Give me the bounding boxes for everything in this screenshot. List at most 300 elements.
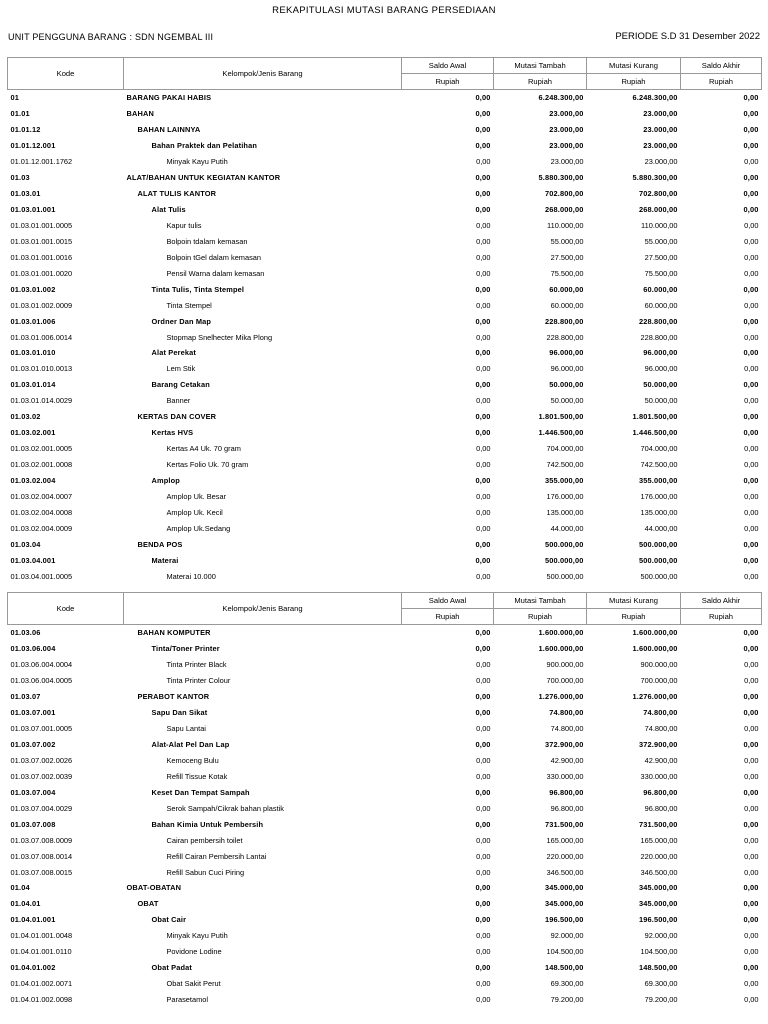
table-row	[8, 361, 762, 377]
cell-mutasi-kurang: 23.000,00	[643, 125, 678, 135]
cell-saldo-awal: 0,00	[475, 539, 491, 549]
cell-mutasi-kurang: 742.500,00	[640, 460, 678, 470]
cell-saldo-akhir: 0,00	[744, 268, 759, 278]
table-row	[8, 122, 762, 138]
cell-mutasi-kurang: 44.000,00	[644, 523, 678, 533]
cell-saldo-awal: 0,00	[475, 963, 491, 973]
cell-mutasi-tambah: 92.000,00	[550, 931, 584, 941]
cell-mutasi-tambah: 220.000,00	[546, 851, 584, 861]
cell-mutasi-kurang: 268.000,00	[639, 205, 678, 215]
cell-saldo-akhir: 0,00	[744, 676, 759, 686]
cell-mutasi-kurang: 1.600.000,00	[632, 628, 678, 638]
table-row	[8, 960, 762, 976]
cell-kelompok: Sapu Lantai	[166, 724, 206, 734]
cell-kode: 01.03.02.001.0005	[10, 444, 73, 454]
cell-kode: 01.03.01.006	[10, 316, 56, 326]
cell-saldo-akhir: 0,00	[744, 571, 759, 581]
cell-kode: 01.01.12.001.1762	[10, 157, 73, 167]
cell-saldo-akhir: 0,00	[743, 348, 759, 358]
cell-mutasi-tambah: 330.000,00	[546, 771, 584, 781]
cell-saldo-akhir: 0,00	[743, 555, 759, 565]
table-row	[8, 457, 762, 473]
cell-mutasi-kurang: 74.800,00	[643, 708, 678, 718]
cell-saldo-akhir: 0,00	[744, 803, 759, 813]
header-rupiah: Rupiah	[681, 609, 762, 625]
table-row	[8, 816, 762, 832]
table-row	[8, 377, 762, 393]
cell-mutasi-kurang: 228.800,00	[640, 332, 678, 342]
table-row	[8, 329, 762, 345]
cell-mutasi-tambah: 148.500,00	[545, 963, 584, 973]
cell-saldo-awal: 0,00	[476, 252, 491, 262]
cell-kode: 01.03.01.014	[10, 380, 56, 390]
table-row	[8, 784, 762, 800]
cell-kode: 01	[10, 93, 20, 103]
cell-saldo-akhir: 0,00	[743, 692, 759, 702]
header-saldo-awal: Saldo Awal	[402, 58, 494, 74]
table-body-2	[8, 625, 762, 1008]
cell-mutasi-tambah: 5.880.300,00	[538, 173, 584, 183]
cell-mutasi-kurang: 220.000,00	[640, 851, 678, 861]
cell-kode: 01.03.06	[10, 628, 41, 638]
cell-mutasi-kurang: 23.000,00	[644, 157, 678, 167]
header-rupiah: Rupiah	[402, 74, 494, 90]
header-mutasi-tambah: Mutasi Tambah	[494, 593, 587, 609]
cell-saldo-akhir: 0,00	[743, 819, 759, 829]
cell-saldo-akhir: 0,00	[743, 109, 759, 119]
cell-kode: 01.03.01.001.0016	[10, 252, 73, 262]
cell-mutasi-kurang: 75.500,00	[644, 268, 678, 278]
header-rupiah: Rupiah	[587, 74, 681, 90]
cell-mutasi-kurang: 96.800,00	[643, 787, 678, 797]
header-kelompok: Kelompok/Jenis Barang	[124, 593, 402, 625]
cell-mutasi-kurang: 69.300,00	[644, 979, 678, 989]
cell-kelompok: Kertas A4 Uk. 70 gram	[166, 444, 241, 454]
cell-kelompok: Bahan Kimia Untuk Pembersih	[151, 819, 264, 829]
cell-kelompok: Kertas Folio Uk. 70 gram	[166, 460, 249, 470]
cell-kelompok: BAHAN KOMPUTER	[137, 628, 211, 638]
cell-mutasi-kurang: 330.000,00	[640, 771, 678, 781]
cell-saldo-awal: 0,00	[476, 660, 491, 670]
cell-mutasi-kurang: 355.000,00	[639, 475, 678, 485]
table-row	[8, 552, 762, 568]
table-body-1	[8, 90, 762, 585]
cell-kelompok: Amplop Uk. Kecil	[166, 507, 223, 517]
cell-mutasi-tambah: 135.000,00	[546, 507, 584, 517]
periode-label: PERIODE S.D 31 Desember 2022	[615, 31, 760, 42]
cell-kelompok: Tinta Printer Black	[166, 660, 227, 670]
cell-mutasi-tambah: 74.800,00	[549, 708, 584, 718]
table-row	[8, 409, 762, 425]
cell-mutasi-tambah: 23.000,00	[549, 125, 584, 135]
table-row	[8, 928, 762, 944]
table-row	[8, 202, 762, 218]
cell-saldo-akhir: 0,00	[743, 125, 759, 135]
cell-kelompok: Kemoceng Bulu	[166, 755, 219, 765]
cell-saldo-akhir: 0,00	[743, 539, 759, 549]
header-rupiah: Rupiah	[402, 609, 494, 625]
cell-saldo-akhir: 0,00	[744, 220, 759, 230]
cell-kode: 01.03.02.001	[10, 428, 56, 438]
table-row	[8, 768, 762, 784]
table-row	[8, 504, 762, 520]
cell-mutasi-kurang: 165.000,00	[640, 835, 678, 845]
cell-saldo-akhir: 0,00	[744, 157, 759, 167]
cell-kode: 01.01.12.001	[10, 141, 56, 151]
cell-saldo-akhir: 0,00	[743, 93, 759, 103]
cell-saldo-akhir: 0,00	[744, 252, 759, 262]
cell-saldo-akhir: 0,00	[743, 189, 759, 199]
cell-mutasi-tambah: 500.000,00	[545, 555, 584, 565]
cell-saldo-awal: 0,00	[475, 708, 491, 718]
cell-mutasi-tambah: 110.000,00	[547, 220, 584, 230]
cell-kode: 01.03.01.001	[10, 205, 56, 215]
cell-mutasi-tambah: 702.800,00	[545, 189, 584, 199]
cell-saldo-akhir: 0,00	[744, 332, 759, 342]
cell-kode: 01.03.02.004.0009	[10, 523, 73, 533]
cell-saldo-akhir: 0,00	[743, 787, 759, 797]
cell-saldo-akhir: 0,00	[744, 724, 759, 734]
cell-mutasi-kurang: 1.600.000,00	[632, 644, 678, 654]
mutasi-table-1	[7, 57, 762, 584]
cell-saldo-akhir: 0,00	[744, 755, 759, 765]
cell-saldo-awal: 0,00	[476, 755, 491, 765]
table-row	[8, 473, 762, 489]
cell-mutasi-tambah: 27.500,00	[550, 252, 584, 262]
table-row	[8, 90, 762, 106]
table-row	[8, 976, 762, 992]
table-row	[8, 345, 762, 361]
table-row	[8, 753, 762, 769]
cell-mutasi-tambah: 23.000,00	[549, 109, 584, 119]
cell-kelompok: Keset Dan Tempat Sampah	[151, 787, 250, 797]
cell-mutasi-kurang: 79.200,00	[644, 995, 678, 1005]
cell-saldo-awal: 0,00	[475, 316, 491, 326]
cell-saldo-awal: 0,00	[475, 819, 491, 829]
cell-kelompok: Povidone Lodine	[166, 947, 222, 957]
cell-mutasi-kurang: 104.500,00	[640, 947, 678, 957]
table-row	[8, 488, 762, 504]
cell-mutasi-kurang: 176.000,00	[640, 491, 678, 501]
cell-kode: 01.03.06.004.0005	[10, 676, 73, 686]
cell-kelompok: Barang Cetakan	[151, 380, 210, 390]
cell-saldo-awal: 0,00	[476, 803, 491, 813]
cell-kelompok: Parasetamol	[166, 995, 208, 1005]
cell-saldo-akhir: 0,00	[743, 412, 759, 422]
cell-kode: 01.03.07.004	[10, 787, 56, 797]
cell-kelompok: Refill Sabun Cuci Piring	[166, 867, 245, 877]
cell-kode: 01.04.01.001.0048	[10, 931, 73, 941]
cell-saldo-awal: 0,00	[476, 724, 491, 734]
cell-mutasi-tambah: 900.000,00	[546, 660, 584, 670]
cell-mutasi-tambah: 79.200,00	[550, 995, 584, 1005]
cell-mutasi-tambah: 700.000,00	[546, 676, 584, 686]
cell-mutasi-kurang: 55.000,00	[644, 236, 678, 246]
table-row	[8, 281, 762, 297]
cell-kelompok: BENDA POS	[137, 539, 183, 549]
cell-mutasi-tambah: 346.500,00	[546, 867, 584, 877]
cell-saldo-awal: 0,00	[476, 396, 491, 406]
cell-kode: 01.04.01.002.0098	[10, 995, 73, 1005]
header-mutasi-kurang: Mutasi Kurang	[587, 58, 681, 74]
table-row	[8, 737, 762, 753]
cell-kode: 01.03.01	[10, 189, 41, 199]
cell-kode: 01.03.01.002	[10, 284, 56, 294]
cell-mutasi-kurang: 702.800,00	[639, 189, 678, 199]
cell-kode: 01.03.07.008	[10, 819, 56, 829]
cell-kelompok: Alat Tulis	[151, 205, 186, 215]
cell-mutasi-kurang: 23.000,00	[643, 109, 678, 119]
cell-kelompok: Alat Perekat	[151, 348, 197, 358]
unit-label: UNIT PENGGUNA BARANG : SDN NGEMBAL III	[8, 32, 214, 42]
table-row	[8, 673, 762, 689]
cell-saldo-awal: 0,00	[476, 835, 491, 845]
cell-saldo-akhir: 0,00	[743, 915, 759, 925]
cell-mutasi-tambah: 268.000,00	[545, 205, 584, 215]
cell-kode: 01.03.01.001.0020	[10, 268, 73, 278]
cell-mutasi-kurang: 346.500,00	[640, 867, 678, 877]
cell-kode: 01.03.07.008.0009	[10, 835, 73, 845]
table-row	[8, 800, 762, 816]
cell-saldo-akhir: 0,00	[744, 396, 759, 406]
mutasi-table-2	[7, 592, 762, 1008]
cell-kelompok: Tinta Printer Colour	[166, 676, 231, 686]
cell-kode: 01.03.07.008.0015	[10, 867, 73, 877]
cell-mutasi-kurang: 96.000,00	[644, 364, 678, 374]
table-row	[8, 106, 762, 122]
cell-saldo-awal: 0,00	[475, 428, 491, 438]
cell-kode: 01.03.07.001	[10, 708, 56, 718]
cell-saldo-awal: 0,00	[476, 995, 491, 1005]
table-row	[8, 233, 762, 249]
cell-saldo-awal: 0,00	[475, 412, 491, 422]
cell-mutasi-tambah: 96.800,00	[549, 787, 584, 797]
cell-saldo-akhir: 0,00	[744, 364, 759, 374]
cell-mutasi-tambah: 50.000,00	[550, 396, 584, 406]
cell-saldo-akhir: 0,00	[743, 205, 759, 215]
header-rupiah: Rupiah	[494, 74, 587, 90]
table-row	[8, 864, 762, 880]
cell-kelompok: PERABOT KANTOR	[137, 692, 210, 702]
cell-saldo-awal: 0,00	[476, 220, 491, 230]
cell-saldo-akhir: 0,00	[743, 475, 759, 485]
table-row	[8, 249, 762, 265]
cell-mutasi-kurang: 1.276.000,00	[632, 692, 678, 702]
table-row	[8, 880, 762, 896]
table-row	[8, 154, 762, 170]
cell-saldo-akhir: 0,00	[743, 173, 759, 183]
cell-mutasi-kurang: 50.000,00	[644, 396, 678, 406]
cell-kode: 01.04.01.002	[10, 963, 56, 973]
cell-mutasi-kurang: 731.500,00	[639, 819, 678, 829]
cell-mutasi-kurang: 900.000,00	[640, 660, 678, 670]
table-row	[8, 138, 762, 154]
cell-kelompok: Tinta Tulis, Tinta Stempel	[151, 284, 245, 294]
cell-kode: 01.01.12	[10, 125, 41, 135]
cell-mutasi-tambah: 500.000,00	[546, 571, 584, 581]
cell-mutasi-tambah: 731.500,00	[545, 819, 584, 829]
cell-saldo-awal: 0,00	[476, 931, 491, 941]
cell-saldo-awal: 0,00	[476, 300, 491, 310]
cell-kelompok: Refill Tissue Kotak	[166, 771, 228, 781]
cell-saldo-akhir: 0,00	[743, 644, 759, 654]
cell-mutasi-tambah: 75.500,00	[550, 268, 584, 278]
header-rupiah: Rupiah	[681, 74, 762, 90]
cell-saldo-akhir: 0,00	[743, 428, 759, 438]
cell-saldo-akhir: 0,00	[744, 771, 759, 781]
header-kode: Kode	[8, 593, 124, 625]
cell-kode: 01.03.01.001.0005	[10, 220, 73, 230]
table-row	[8, 393, 762, 409]
cell-kode: 01.03.01.002.0009	[10, 300, 73, 310]
cell-mutasi-tambah: 96.800,00	[550, 803, 584, 813]
header-rupiah: Rupiah	[494, 609, 587, 625]
cell-saldo-awal: 0,00	[475, 644, 491, 654]
cell-saldo-akhir: 0,00	[744, 444, 759, 454]
cell-saldo-akhir: 0,00	[743, 708, 759, 718]
cell-kode: 01.03.07.008.0014	[10, 851, 73, 861]
table-row	[8, 441, 762, 457]
cell-saldo-awal: 0,00	[475, 284, 491, 294]
header-saldo-akhir: Saldo Akhir	[681, 593, 762, 609]
cell-saldo-akhir: 0,00	[743, 628, 759, 638]
table-row	[8, 218, 762, 234]
cell-saldo-awal: 0,00	[476, 851, 491, 861]
cell-saldo-akhir: 0,00	[743, 380, 759, 390]
header-mutasi-kurang: Mutasi Kurang	[587, 593, 681, 609]
cell-kelompok: KERTAS DAN COVER	[137, 412, 217, 422]
cell-saldo-awal: 0,00	[475, 348, 491, 358]
cell-mutasi-kurang: 500.000,00	[639, 539, 678, 549]
cell-mutasi-kurang: 110.000,00	[641, 220, 678, 230]
cell-mutasi-tambah: 42.900,00	[550, 755, 584, 765]
cell-kelompok: Alat-Alat Pel Dan Lap	[151, 740, 230, 750]
cell-mutasi-kurang: 228.800,00	[639, 316, 678, 326]
header-kode: Kode	[8, 58, 124, 90]
cell-kode: 01.03.02	[10, 412, 41, 422]
cell-saldo-akhir: 0,00	[743, 740, 759, 750]
cell-kode: 01.03.04.001.0005	[10, 571, 73, 581]
cell-mutasi-kurang: 148.500,00	[639, 963, 678, 973]
cell-kode: 01.04	[10, 883, 30, 893]
cell-saldo-akhir: 0,00	[743, 141, 759, 151]
cell-saldo-awal: 0,00	[475, 628, 491, 638]
cell-kode: 01.03.02.004.0008	[10, 507, 73, 517]
cell-mutasi-kurang: 60.000,00	[644, 300, 678, 310]
cell-kelompok: Serok Sampah/Cikrak bahan plastik	[166, 803, 284, 813]
table-row	[8, 705, 762, 721]
cell-kode: 01.03.04	[10, 539, 41, 549]
table-row	[8, 297, 762, 313]
cell-kelompok: Bahan Praktek dan Pelatihan	[151, 141, 258, 151]
cell-mutasi-kurang: 1.801.500,00	[632, 412, 678, 422]
cell-mutasi-tambah: 345.000,00	[545, 883, 584, 893]
cell-kelompok: Bolpoin tGel dalam kemasan	[166, 252, 261, 262]
cell-kode: 01.03.07.002.0039	[10, 771, 73, 781]
cell-kelompok: Lem Stik	[166, 364, 196, 374]
cell-saldo-akhir: 0,00	[744, 931, 759, 941]
cell-mutasi-tambah: 372.900,00	[545, 740, 584, 750]
cell-saldo-akhir: 0,00	[743, 963, 759, 973]
cell-mutasi-tambah: 196.500,00	[545, 915, 584, 925]
cell-kode: 01.03.01.014.0029	[10, 396, 73, 406]
cell-kelompok: Obat Sakit Perut	[166, 979, 221, 989]
cell-kelompok: Cairan pembersih toilet	[166, 835, 243, 845]
cell-saldo-awal: 0,00	[475, 141, 491, 151]
cell-saldo-akhir: 0,00	[744, 460, 759, 470]
cell-kelompok: Bolpoin tdalam kemasan	[166, 236, 248, 246]
table-row	[8, 568, 762, 584]
cell-mutasi-tambah: 104.500,00	[546, 947, 584, 957]
cell-mutasi-kurang: 96.800,00	[644, 803, 678, 813]
cell-mutasi-kurang: 345.000,00	[639, 899, 678, 909]
cell-kode: 01.03	[10, 173, 30, 183]
cell-saldo-awal: 0,00	[475, 555, 491, 565]
cell-mutasi-tambah: 500.000,00	[545, 539, 584, 549]
table-row	[8, 265, 762, 281]
header-rupiah: Rupiah	[587, 609, 681, 625]
cell-saldo-awal: 0,00	[475, 475, 491, 485]
cell-saldo-awal: 0,00	[476, 332, 491, 342]
cell-saldo-awal: 0,00	[475, 93, 491, 103]
cell-kode: 01.03.07.002.0026	[10, 755, 73, 765]
cell-kode: 01.03.01.006.0014	[10, 332, 73, 342]
cell-saldo-awal: 0,00	[476, 771, 491, 781]
cell-saldo-awal: 0,00	[476, 867, 491, 877]
cell-saldo-awal: 0,00	[475, 125, 491, 135]
cell-mutasi-tambah: 60.000,00	[549, 284, 584, 294]
header-mutasi-tambah: Mutasi Tambah	[494, 58, 587, 74]
cell-mutasi-tambah: 96.000,00	[549, 348, 584, 358]
cell-kode: 01.03.07.004.0029	[10, 803, 73, 813]
cell-mutasi-tambah: 355.000,00	[545, 475, 584, 485]
header-saldo-awal: Saldo Awal	[402, 593, 494, 609]
cell-mutasi-kurang: 500.000,00	[639, 555, 678, 565]
cell-kode: 01.04.01.002.0071	[10, 979, 73, 989]
cell-kode: 01.03.07.001.0005	[10, 724, 73, 734]
cell-mutasi-tambah: 6.248.300,00	[538, 93, 584, 103]
cell-kode: 01.03.02.004.0007	[10, 491, 73, 501]
cell-kelompok: Obat Padat	[151, 963, 193, 973]
cell-saldo-awal: 0,00	[476, 571, 491, 581]
table-row	[8, 313, 762, 329]
cell-mutasi-tambah: 1.801.500,00	[538, 412, 584, 422]
cell-mutasi-tambah: 23.000,00	[550, 157, 584, 167]
cell-mutasi-kurang: 135.000,00	[640, 507, 678, 517]
table-row	[8, 992, 762, 1008]
cell-saldo-akhir: 0,00	[744, 947, 759, 957]
cell-kelompok: Refill Cairan Pembersih Lantai	[166, 851, 267, 861]
table-row	[8, 832, 762, 848]
table-row	[8, 625, 762, 641]
cell-mutasi-kurang: 372.900,00	[639, 740, 678, 750]
cell-kelompok: Materai	[151, 555, 179, 565]
cell-mutasi-tambah: 23.000,00	[549, 141, 584, 151]
cell-saldo-akhir: 0,00	[744, 979, 759, 989]
cell-saldo-akhir: 0,00	[743, 316, 759, 326]
header-kelompok: Kelompok/Jenis Barang	[124, 58, 402, 90]
cell-mutasi-kurang: 345.000,00	[639, 883, 678, 893]
table-row	[8, 425, 762, 441]
cell-mutasi-kurang: 60.000,00	[643, 284, 678, 294]
cell-saldo-awal: 0,00	[475, 692, 491, 702]
cell-saldo-awal: 0,00	[475, 883, 491, 893]
cell-kelompok: BARANG PAKAI HABIS	[126, 93, 212, 103]
cell-mutasi-kurang: 42.900,00	[644, 755, 678, 765]
cell-kelompok: ALAT/BAHAN UNTUK KEGIATAN KANTOR	[126, 173, 281, 183]
cell-saldo-awal: 0,00	[476, 268, 491, 278]
cell-mutasi-kurang: 96.000,00	[643, 348, 678, 358]
